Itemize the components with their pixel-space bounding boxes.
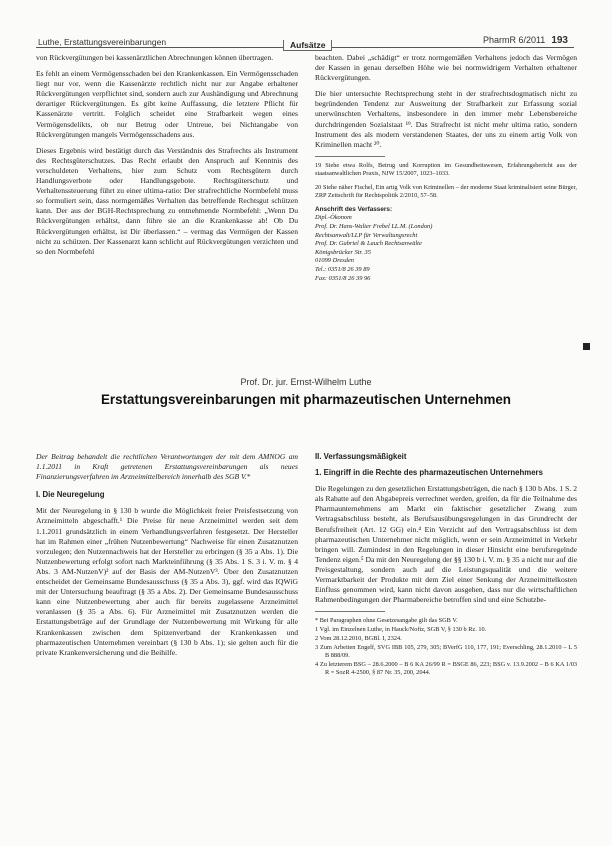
article-left-column: [36, 452, 298, 664]
section-heading: I. Die Neuregelung: [36, 490, 105, 500]
footnote: 2 Vom 28.12.2010, BGBl. I, 2324.: [315, 635, 402, 643]
address-line: Fax: 0351/8 26 39 96: [315, 274, 371, 282]
previous-article-right-column: [315, 53, 577, 283]
page-number: 193: [551, 35, 568, 46]
subsection-heading: 1. Eingriff in die Rechte des pharmazeutischen Unternehmers: [315, 468, 543, 478]
footnote: 1 Vgl. im Einzelnen Luthe, in Hauck/Noftz, SGB V, § 130 b Rz. 10.: [315, 626, 487, 634]
previous-article-left-column: [36, 53, 298, 263]
address-line: Dipl.-Ökonom: [315, 214, 352, 222]
footnote: 20 Siehe näher Fischel, Ein artig Volk von Kriminellen – der moderne Staat kriminalisiert seine Bürger, ZRP Zeitschrift für Rechtspolitik 2/2010, 57–58.: [315, 183, 577, 199]
author-address: [315, 206, 577, 283]
paragraph: beachten. Dabei „schädigt“ er trotz normgemäßen Verhaltens jedoch das Vermögen der Kassen in genau derselben Höhe wie bei normwidrigem Verhalten erhaltener Rückvergütungen.: [315, 53, 577, 83]
address-line: 01099 Dresden: [315, 257, 354, 265]
article-right-column: [315, 452, 577, 678]
end-of-article-mark: [583, 343, 590, 350]
paragraph: Dieses Ergebnis wird bestätigt durch das Verständnis des Strafrechts als Instrument des Rechtsgüterschutzes. Das Recht erlaubt den Anspruch auf Kenntnis des verschuldeten Verhaltens, hier zum Schutz vom Rechtsgütern durch Handlungsverbote oder Handlungsgebote. Rechtsgüterschutz und Verhaltenssteuerung führt zu einer ultima-ratio: Der strafrechtliche Normbefehl muss so formuliert sein, dass normgemäßes Verhalten das betreffende Rechtsgut schützen kann. Der aus der BGH-Rechtsprechung zu entnehmende Normbefehl: „Wenn Du Rückvergütungen erhältst, dann führe sie an die Krankenkasse ab! Ob Du Rückvergütungen erhältst, ist Dir überlassen.“ – vermag das Vermögen der Kassen nicht zu schützen. Der Kassenarzt kann schlicht auf Rückvergütungen verzichten und so den Normbefehl: [36, 145, 298, 256]
paragraph: von Rückvergütungen bei kassenärztlichen Abrechnungen können übertragen.: [36, 53, 274, 62]
abstract: Der Beitrag behandelt die rechtlichen Verantwortungen der mit dem AMNOG am 1.1.2011 in Kraft getretenen Erstattungsvereinbarungen als neues Finanzierungsverfahren im Arzneimittelbereich innerhalb des SGB V.*: [36, 452, 298, 482]
section-tab: Aufsätze: [283, 40, 332, 51]
footnote: 19 Siehe etwa Rolfs, Betrug und Korruption im Gesundheitswesen, Erfahrungsbericht aus der staatsanwaltlichen Praxis, NJW 15/2007, 1023–1033.: [315, 161, 577, 177]
address-line: Rechtsanwalt/LLP für Verwaltungsrecht: [315, 231, 418, 239]
address-line: Prof. Dr. Gabriel & Lauch Rechtsanwälte: [315, 240, 422, 248]
paragraph: Die Regelungen zu den gesetzlichen Erstattungsbeträgen, die nach § 130 b Abs. 1 S. 2 als Rabatte auf den Abgabepreis verrechnet werden, greifen, da für die Teilnahme des Pharmaunternehmens am Markt ein faktischer gesetzlicher Zwang zum Vertragsabschluss besteht, als Berufsausübungsregelungen in das Grundrecht der Berufsfreiheit (Art. 12 GG) ein.⁴ Ein Verzicht auf den Vertragsabschluss ist dem pharmazeutischen Unternehmer nicht möglich, wenn er sein Arzneimittel in Verkehr bringen will. Zumindest in den Regelungen in dieser Hinsicht eine berufsregelnde Tendenz eigen.⁵ Da mit den Neuregelung der §§ 130 b i. V. m. § 35 a nicht nur auf die Preisgestaltung, sondern auch auf die Leistungsqualität und die weitere Vermarktbarkeit der Produkte mit dem Ziel einer Senkung der Arzneimittelkosten Einfluss genommen wird, kann nicht davon ausgehen, dass nur die wirtschaftlichen Rahmenbedingungen der Pharmabereiche betroffen sind und eine Schutzbe-: [315, 484, 577, 605]
journal-issue: [483, 35, 568, 46]
address-title: Anschrift des Verfassers:: [315, 205, 393, 213]
footnote: 3 Zum Arbeiten Engelf, SVG IBB 105, 279, 305; BVerfG 110, 177, 191; Everschling, 28.1.2010 – L 5 B 888/09.: [315, 644, 577, 660]
running-header: [0, 0, 612, 60]
footnote-rule: [315, 611, 385, 612]
address-line: Prof. Dr. Hans-Walter Frebel LL.M. (London): [315, 223, 433, 231]
running-header-left: Luthe, Erstattungsvereinbarungen: [38, 37, 167, 47]
footnote-rule: [315, 156, 385, 157]
paragraph: Es fehlt an einem Vermögensschaden bei den Krankenkassen. Ein Vermögensschaden liegt nur vor, wenn die Kassenärzte rechtlich nicht nur zur Angabe erhaltener Rückvergütungen verpflichtet sind, sondern auch zur Aushändigung und Abrechnung derartiger Rückvergütungen. Es gibt keine Auffassung, die letztere Pflicht für Kassenärzte vertritt. Folglich scheidet eine Strafbarkeit wegen eines Vermögensdelikts, ob nur Betrug oder Untreue, bei Nichtangabe von Rückvergütungen mangels Vermögensschadens aus.: [36, 69, 298, 139]
article-title: Erstattungsvereinbarungen mit pharmazeutischen Unternehmen: [101, 392, 511, 407]
section-heading: II. Verfassungsmäßigkeit: [315, 452, 407, 461]
footnote: 4 Zu letzterem BSG – 28.6.2000 – B 6 KA 26/99 R = BSGE 86, 223; BSG v. 13.9.2002 – B 6 KA 1/03 R = SozR 4-2500, § 87 Nr. 35, 200, 2044.: [315, 661, 577, 677]
address-line: Tel.: 0351/8 26 39 89: [315, 266, 370, 273]
paragraph: Die hier untersuchte Rechtsprechung steht in der strafrechtsdogmatisch nicht zu begründenden Tendenz zur Ausweitung der Strafbarkeit zur Erfassung sozial unerwünschten Verhaltens, insbesondere in den immer mehr Lebensbereiche durchdringenden Sozialstaat ¹⁹. Das Strafrecht ist nicht mehr ultima ratio, sondern Instrument des als modern verstandenen Staates, der uns zu einem artig Volk von Kriminellen macht ²⁰.: [315, 89, 577, 149]
journal-name: PharmR 6/2011: [482, 35, 546, 45]
footnote: * Bei Paragraphen ohne Gesetzesangabe gilt das SGB V.: [315, 617, 458, 625]
paragraph: Mit der Neuregelung in § 130 b wurde die Möglichkeit freier Preisfestsetzung von Arzneimitteln abgeschafft.¹ Die Preise für neue Arzneimittel werden seit dem 1.1.2011 grundsätzlich in einem Verhandlungsverfahren festgesetzt. Der Hersteller hat im Rahmen einer „frühen Nutzenbewertung“ Nachweise für einen Zusatznutzen vorzulegen; den Nutzennachweis hat der Hersteller zu erbringen (§ 35 a Abs. 1). Die Nutzenbewertung erfolgt sofort nach Markteinführung (§ 35 Abs. 1 S. 3 i. V. m. § 4 Abs. 3 AM-NutzenV)² auf der Basis der AM-NutzenV³. Über den Zusatznutzen entscheidet der Gemeinsame Bundesausschuss (§ 35 a Abs. 3), ggf. wird das IQWiG mit der Untersuchung beauftragt (§ 35 a Abs. 2). Der Gemeinsame Bundesausschuss kann eine Nutzenbewertung aber auch für bereits zugelassene Arzneimittel veranlassen (§ 35 a Abs. 6). Für Arzneimittel mit Zusatznutzen werden die Erstattungsbeträge auf der Grundlage der Nutzenbewertung mit Wirkung für alle Krankenkassen zwischen dem Spitzenverband der Krankenkassen und pharmazeutischen Unternehmen vereinbart (§ 130 b Abs. 1); sie gelten auch für die private Krankenversicherung und die Beihilfe.: [36, 506, 298, 657]
footnote-list: [315, 617, 577, 677]
article-author: Prof. Dr. jur. Ernst-Wilhelm Luthe: [240, 377, 372, 387]
address-line: Königsbrücker Str. 35: [315, 248, 371, 256]
